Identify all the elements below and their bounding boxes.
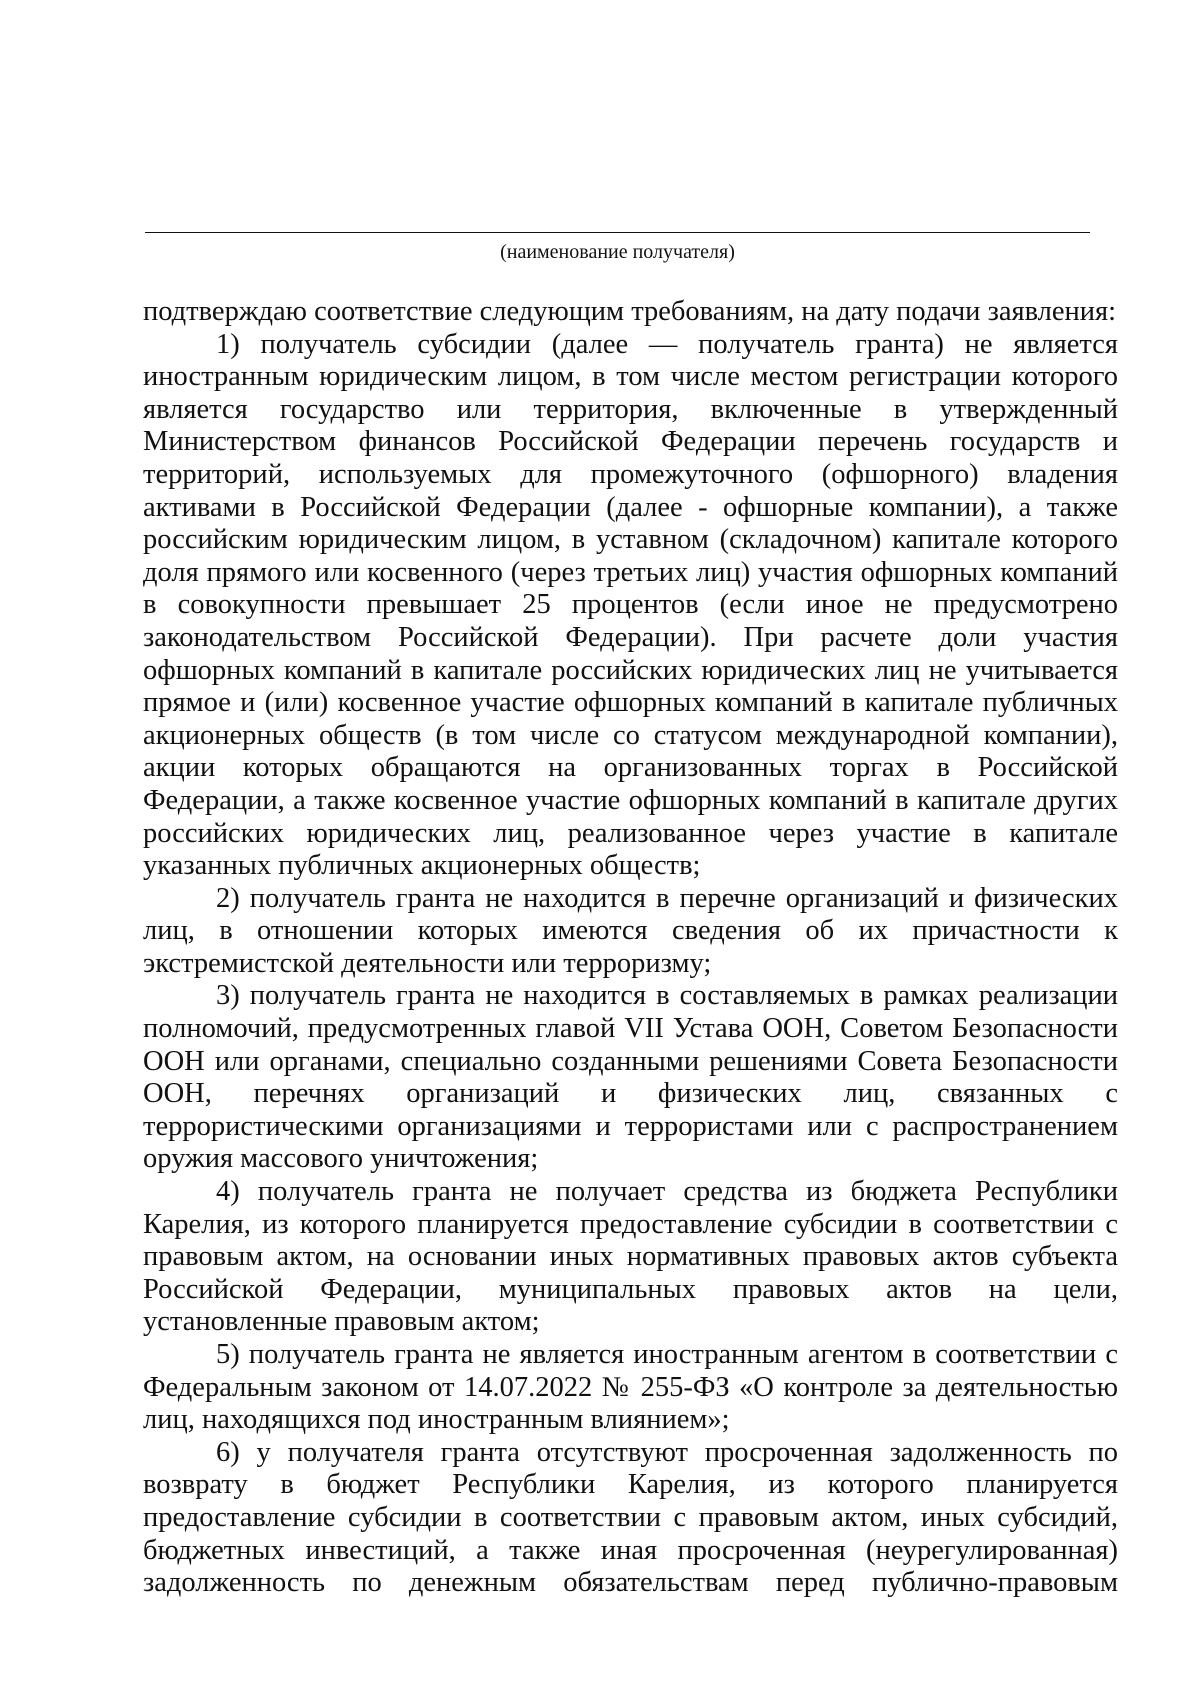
- requirement-item-1: 1) получатель субсидии (далее — получатель гранта) не является иностранным юридическим лицом, в том числе местом регистрации которого является государство или территория, включенные в утвержденный Министерством финансов Российской Федерации перечень государств и территорий, используемых для промежуточного (офшорного) владения активами в Российской Федерации (далее - офшорные компании), а также российским юридическим лицом, в уставном (складочном) капитале которого доля прямого или косвенного (через третьих лиц) участия офшорных компаний в совокупности превышает 25 процентов (если иное не предусмотрено законодательством Российской Федерации). При расчете доли участия офшорных компаний в капитале российских юридических лиц не учитывается прямое и (или) косвенное участие офшорных компаний в капитале публичных акционерных обществ (в том числе со статусом международной компании), акции которых обращаются на организованных торгах в Российской Федерации, а также косвенное участие офшорных компаний в капитале других российских юридических лиц, реализованное через участие в капитале указанных публичных акционерных обществ;: [143, 328, 1118, 882]
- recipient-name-line: [145, 232, 1090, 233]
- requirement-item-3: 3) получатель гранта не находится в составляемых в рамках реализации полномочий, предусмотренных главой VII Устава ООН, Советом Безопасности ООН или органами, специально созданными решениями Совета Безопасности ООН, перечнях организаций и физических лиц, связанных с террористическими организациями и террористами или с распространением оружия массового уничтожения;: [143, 980, 1118, 1175]
- intro-paragraph: подтверждаю соответствие следующим требованиям, на дату подачи заявления:: [143, 296, 1117, 327]
- requirement-item-5: 5) получатель гранта не является иностранным агентом в соответствии с Федеральным законом от 14.07.2022 № 255-ФЗ «О контроле за деятельностью лиц, находящихся под иностранным влиянием»;: [143, 1339, 1118, 1436]
- recipient-caption: (наименование получателя): [500, 241, 735, 263]
- document-body: [143, 296, 1118, 1600]
- requirement-item-4: 4) получатель гранта не получает средства из бюджета Республики Карелия, из которого планируется предоставление субсидии в соответствии с правовым актом, на основании иных нормативных правовых актов субъекта Российской Федерации, муниципальных правовых актов на цели, установленные правовым актом;: [143, 1176, 1118, 1338]
- requirement-item-6: 6) у получателя гранта отсутствуют просроченная задолженность по возврату в бюджет Республики Карелия, из которого планируется предоставление субсидии в соответствии с правовым актом, иных субсидий, бюджетных инвестиций, а также иная просроченная (неурегулированная) задолженность по денежным обязательствам перед публично-правовым: [143, 1436, 1118, 1599]
- requirement-item-2: 2) получатель гранта не находится в перечне организаций и физических лиц, в отношении которых имеются сведения об их причастности к экстремистской деятельности или терроризму;: [143, 882, 1118, 979]
